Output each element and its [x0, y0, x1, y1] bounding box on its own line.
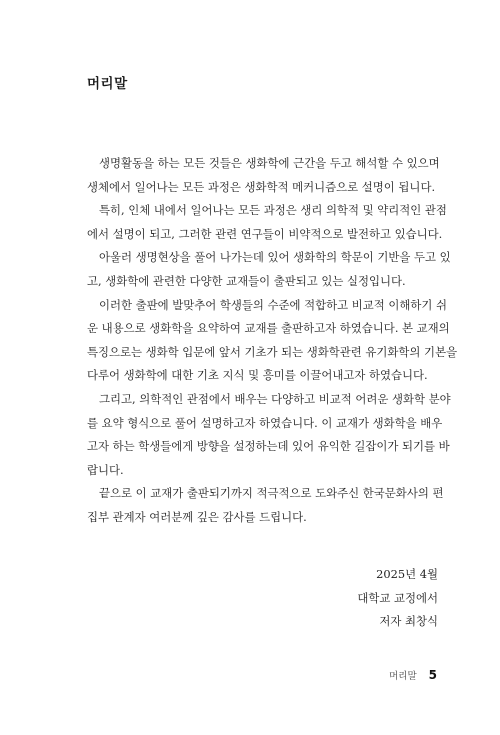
text-line: 고자 하는 학생들에게 방향을 설정하는데 있어 유익한 길잡이가 되기를 바	[87, 439, 450, 454]
page-number: 5	[428, 668, 437, 682]
paragraph	[87, 199, 447, 246]
text-line: 그리고, 의학적인 관점에서 배우는 다양하고 비교적 어려운 생화학 분야	[99, 391, 451, 406]
paragraph	[87, 294, 458, 388]
paragraph	[87, 246, 451, 293]
text-line: 고, 생화학에 관련한 다양한 교재들이 출판되고 있는 실정입니다.	[87, 273, 406, 288]
text-line: 끝으로 이 교재가 출판되기까지 적극적으로 도와주신 한국문화사의 편	[99, 486, 444, 501]
page-footer	[389, 668, 437, 682]
preface-body	[87, 152, 458, 530]
text-line: 이러한 출판에 발맞추어 학생들의 수준에 적합하고 비교적 이해하기 쉬	[99, 297, 448, 312]
text-line: 특히, 인체 내에서 일어나는 모든 과정은 생리 의학적 및 약리적인 관점	[99, 203, 447, 218]
text-line: 생체에서 일어나는 모든 과정은 생화학적 메커니즘으로 설명이 됩니다.	[87, 179, 436, 194]
text-line: 다루어 생화학에 대한 기초 지식 및 흥미를 이끌어내고자 하였습니다.	[87, 368, 428, 383]
text-line: 를 요약 형식으로 풀어 설명하고자 하였습니다. 이 교재가 생화학을 배우	[87, 415, 443, 430]
page-heading: 머리말	[87, 76, 128, 92]
running-footer-title: 머리말	[389, 671, 417, 682]
signature-date: 2025년 4월	[376, 567, 438, 581]
text-line: 특징으로는 생화학 입문에 앞서 기초가 되는 생화학관련 유기화학의 기본을	[87, 344, 458, 359]
text-line: 아울러 생명현상을 풀어 나가는데 있어 생화학의 학문이 기반을 두고 있	[99, 250, 451, 265]
paragraph	[87, 152, 440, 199]
paragraph	[87, 482, 444, 529]
text-line: 운 내용으로 생화학을 요약하여 교재를 출판하고자 하였습니다. 본 교재의	[87, 321, 450, 336]
text-line: 생명활동을 하는 모든 것들은 생화학에 근간을 두고 해석할 수 있으며	[99, 156, 440, 170]
signature-block	[357, 563, 438, 634]
signature-place: 대학교 교정에서	[357, 590, 438, 605]
text-line: 집부 관계자 여러분께 깊은 감사를 드립니다.	[87, 509, 307, 524]
text-line: 랍니다.	[87, 462, 124, 477]
signature-author: 저자 최창식	[379, 614, 438, 628]
text-line: 에서 설명이 되고, 그러한 관련 연구들이 비약적으로 발전하고 있습니다.	[87, 226, 443, 241]
paragraph	[87, 388, 451, 482]
